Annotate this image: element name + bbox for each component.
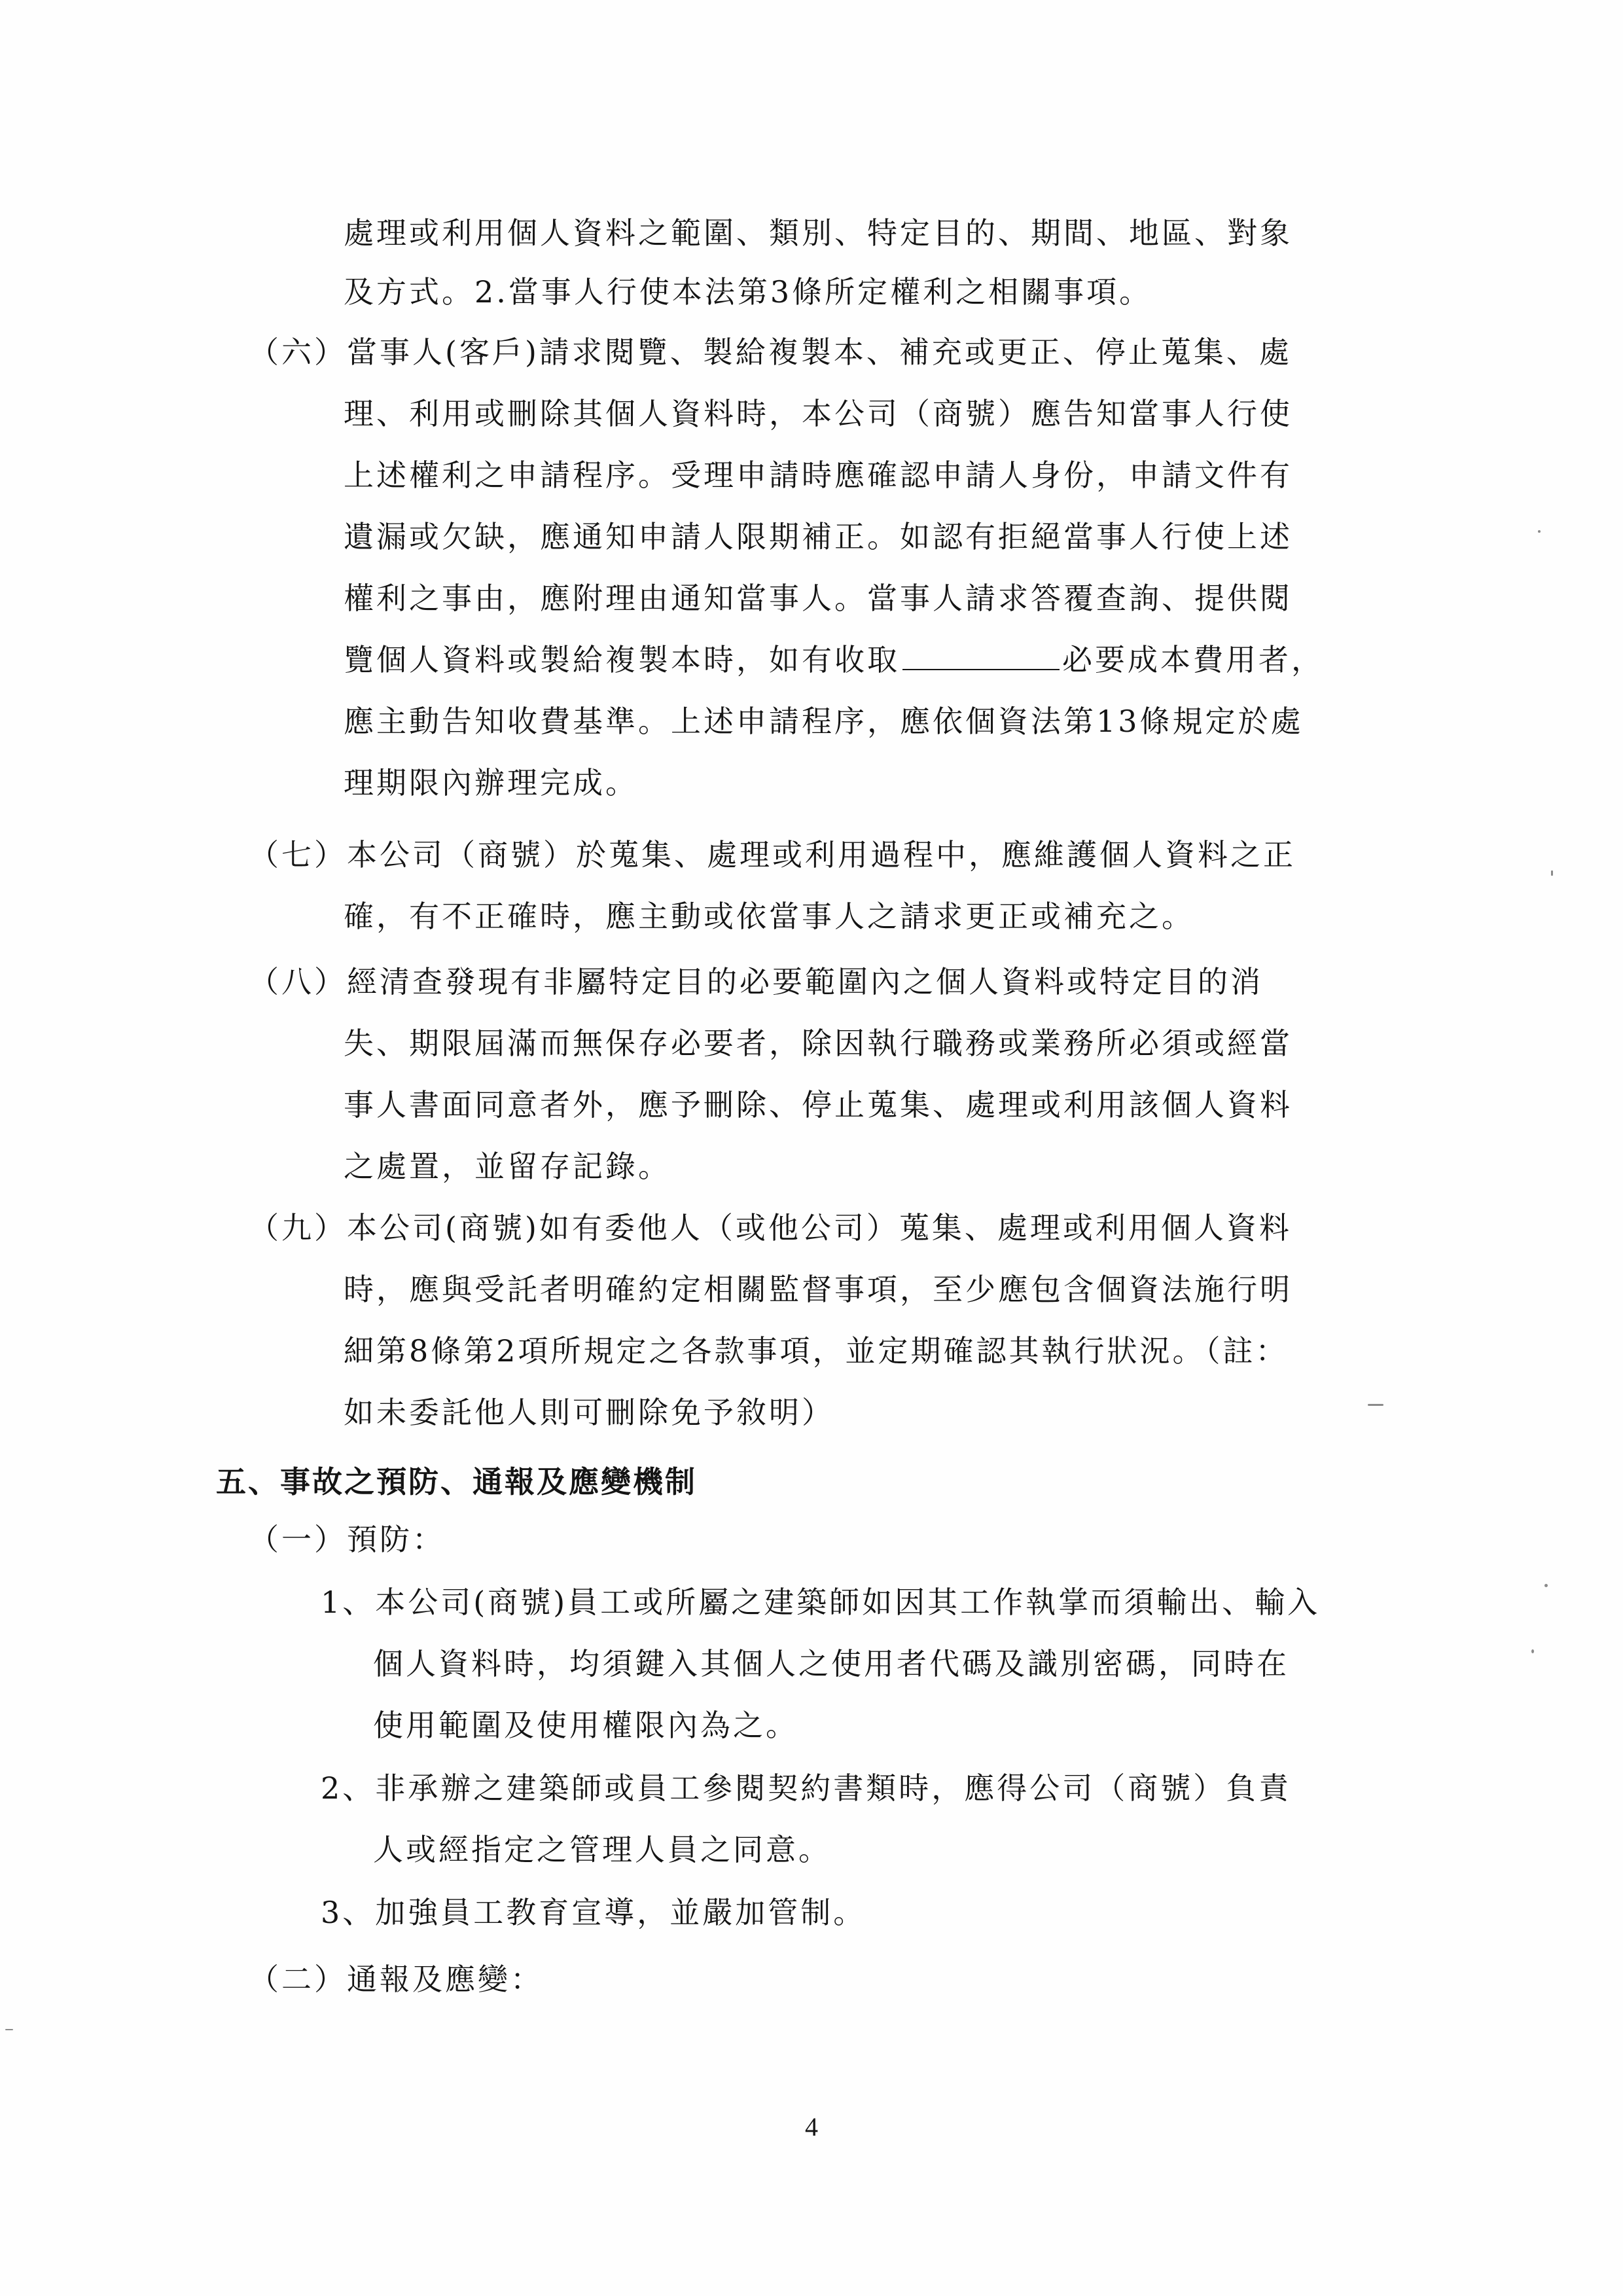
clause-8-first-line: （八）經清查發現有非屬特定目的必要範圍內之個人資料或特定目的消 bbox=[249, 964, 1263, 999]
body-text-line: 個人資料時，均須鍵入其個人之使用者代碼及識別密碼，同時在 bbox=[373, 1646, 1289, 1681]
body-text-line: 時，應與受託者明確約定相關監督事項，至少應包含個資法施行明 bbox=[344, 1272, 1293, 1307]
body-text-line: 失、期限屆滿而無保存必要者，除因執行職務或業務所必須或經當 bbox=[344, 1026, 1293, 1061]
fee-text-before-blank: 覽個人資料或製給複製本時，如有收取 bbox=[344, 642, 900, 677]
body-text-line: 及方式。2.當事人行使本法第3條所定權利之相關事項。 bbox=[344, 274, 1152, 310]
prevention-item-3: 3、加強員工教育宣導，並嚴加管制。 bbox=[321, 1895, 866, 1930]
fee-amount-blank bbox=[902, 640, 1060, 670]
body-text-line: 處理或利用個人資料之範圍、類別、特定目的、期間、地區、對象 bbox=[344, 215, 1293, 251]
scan-artifact bbox=[1538, 530, 1541, 533]
body-text-line: 上述權利之申請程序。受理申請時應確認申請人身份，申請文件有 bbox=[344, 457, 1293, 493]
prevention-item-2: 2、非承辦之建築師或員工參閱契約書類時，應得公司（商號）負責 bbox=[321, 1770, 1292, 1806]
body-text-line: 遺漏或欠缺，應通知申請人限期補正。如認有拒絕當事人行使上述 bbox=[344, 519, 1293, 554]
section-5-heading: 五、事故之預防、通報及應變機制 bbox=[216, 1464, 697, 1499]
body-text-line: 之處置，並留存記錄。 bbox=[344, 1149, 671, 1184]
body-text-line: 如未委託他人則可刪除免予敘明） bbox=[344, 1395, 834, 1430]
clause-6-first-line: （六）當事人(客戶)請求閱覽、製給複製本、補充或更正、停止蒐集、處 bbox=[249, 334, 1292, 370]
clause-7-first-line: （七）本公司（商號）於蒐集、處理或利用過程中，應維護個人資料之正 bbox=[249, 837, 1296, 872]
body-text-line: 事人書面同意者外，應予刪除、停止蒐集、處理或利用該個人資料 bbox=[344, 1087, 1293, 1122]
prevention-item-1: 1、本公司(商號)員工或所屬之建築師如因其工作執掌而須輸出、輸入 bbox=[321, 1585, 1321, 1620]
scan-artifact bbox=[5, 2029, 13, 2030]
scan-artifact bbox=[1368, 1404, 1383, 1406]
body-text-line: 使用範圍及使用權限內為之。 bbox=[373, 1708, 798, 1743]
scan-artifact bbox=[1551, 870, 1553, 876]
body-text-line: 理期限內辦理完成。 bbox=[344, 765, 638, 800]
body-text-line-with-blank bbox=[344, 640, 1324, 679]
body-text-line: 細第8條第2項所規定之各款事項，並定期確認其執行狀況。（註： bbox=[344, 1333, 1289, 1369]
page-number: 4 bbox=[805, 2112, 818, 2142]
clause-9-first-line: （九）本公司(商號)如有委他人（或他公司）蒐集、處理或利用個人資料 bbox=[249, 1210, 1292, 1246]
body-text-line: 確，有不正確時，應主動或依當事人之請求更正或補充之。 bbox=[344, 899, 1194, 934]
subsection-prevention-heading: （一）預防： bbox=[249, 1522, 445, 1557]
scan-artifact bbox=[1531, 1649, 1534, 1653]
body-text-line: 權利之事由，應附理由通知當事人。當事人請求答覆查詢、提供閱 bbox=[344, 581, 1293, 616]
fee-text-after-blank: 必要成本費用者， bbox=[1062, 642, 1324, 677]
subsection-reporting-heading: （二）通報及應變： bbox=[249, 1962, 543, 1997]
body-text-line: 人或經指定之管理人員之同意。 bbox=[373, 1832, 831, 1867]
body-text-line: 理、利用或刪除其個人資料時，本公司（商號）應告知當事人行使 bbox=[344, 396, 1293, 431]
scan-artifact bbox=[1544, 1584, 1548, 1587]
body-text-line: 應主動告知收費基準。上述申請程序，應依個資法第13條規定於處 bbox=[344, 704, 1304, 739]
